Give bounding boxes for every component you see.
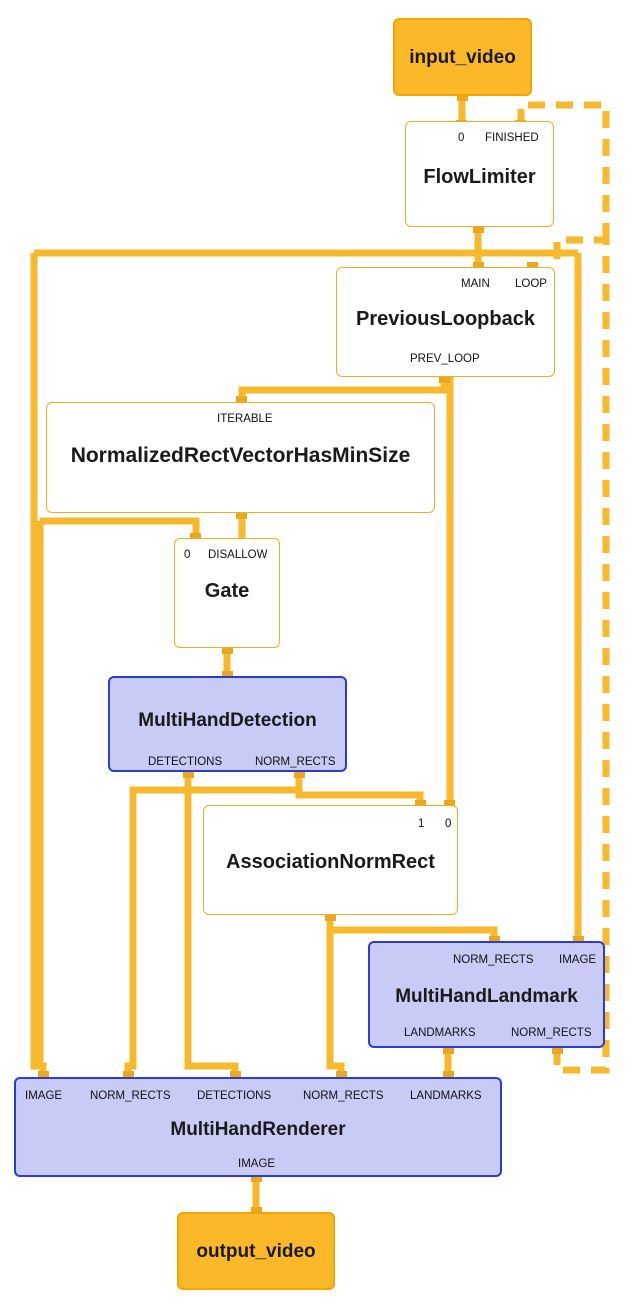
port-multi-hand-renderer-in-image: IMAGE	[25, 1090, 63, 1102]
port-association-norm-rect-in-1: 1	[418, 818, 425, 830]
edge-prevloop-to-minsize	[242, 377, 444, 402]
port-multi-hand-renderer-in-norm-rects: NORM_RECTS	[90, 1090, 171, 1102]
port-multi-hand-renderer-in-norm-rects-2: NORM_RECTS	[303, 1090, 384, 1102]
port-min-size-in-iterable: ITERABLE	[217, 413, 273, 425]
node-previous-loopback[interactable]	[336, 267, 555, 377]
node-multi-hand-landmark-label: MultiHandLandmark	[395, 986, 578, 1007]
edge-assoc-to-renderer-normrects	[330, 915, 341, 1077]
node-multi-hand-renderer-label: MultiHandRenderer	[170, 1119, 346, 1140]
node-output-video-label: output_video	[196, 1241, 316, 1262]
edge-detection-normrects-to-assoc1	[299, 772, 420, 805]
edge-assoc-to-landmark	[330, 915, 494, 941]
edge-minsize-bus-left	[40, 521, 196, 538]
port-gate-in-0: 0	[184, 549, 191, 561]
node-previous-loopback-label: PreviousLoopback	[356, 308, 535, 330]
node-association-norm-rect[interactable]	[203, 805, 458, 915]
port-multi-hand-landmark-out-norm-rects: NORM_RECTS	[511, 1027, 592, 1039]
node-association-norm-rect-label: AssociationNormRect	[226, 851, 435, 873]
node-normalized-rect-vector-has-min-size-label: NormalizedRectVectorHasMinSize	[70, 444, 411, 467]
port-previous-loopback-in-loop: LOOP	[515, 278, 547, 290]
node-flow-limiter-label: FlowLimiter	[423, 166, 536, 188]
port-flow-limiter-in-0: 0	[458, 132, 465, 144]
port-gate-in-disallow: DISALLOW	[208, 549, 268, 561]
port-previous-loopback-out-prev-loop: PREV_LOOP	[410, 353, 480, 365]
node-flow-limiter[interactable]	[405, 121, 554, 227]
node-multi-hand-detection-label: MultiHandDetection	[138, 710, 317, 731]
node-output-video[interactable]	[177, 1212, 335, 1290]
port-multi-hand-landmark-in-image: IMAGE	[559, 954, 597, 966]
port-multi-hand-renderer-out-image: IMAGE	[238, 1158, 276, 1170]
node-multi-hand-detection[interactable]	[108, 676, 347, 772]
node-multi-hand-landmark[interactable]	[368, 941, 605, 1048]
node-gate[interactable]	[174, 538, 280, 648]
port-flow-limiter-in-finished: FINISHED	[485, 132, 539, 144]
node-gate-label: Gate	[204, 580, 250, 602]
port-association-norm-rect-in-0: 0	[445, 818, 452, 830]
node-normalized-rect-vector-has-min-size[interactable]	[46, 402, 435, 513]
port-markers	[38, 90, 584, 1218]
node-input-video[interactable]	[393, 18, 532, 96]
port-multi-hand-landmark-in-norm-rects: NORM_RECTS	[453, 954, 534, 966]
port-multi-hand-landmark-out-landmarks: LANDMARKS	[404, 1027, 476, 1039]
port-multi-hand-renderer-in-detections: DETECTIONS	[197, 1090, 272, 1102]
port-multi-hand-detection-out-norm-rects: NORM_RECTS	[255, 756, 336, 768]
port-previous-loopback-in-main: MAIN	[461, 278, 490, 290]
node-input-video-label: input_video	[409, 47, 516, 68]
port-multi-hand-renderer-in-landmarks: LANDMARKS	[410, 1090, 482, 1102]
port-multi-hand-detection-out-detections: DETECTIONS	[148, 756, 223, 768]
node-multi-hand-renderer[interactable]	[14, 1077, 502, 1177]
